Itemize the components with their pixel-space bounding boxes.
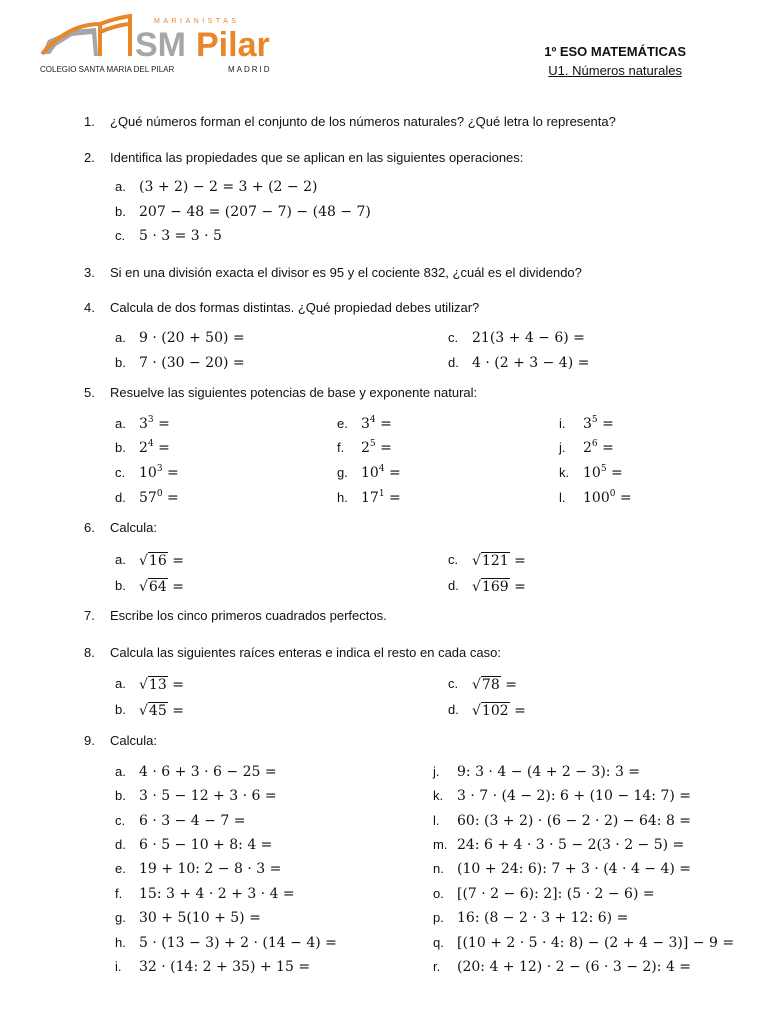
item-letter: f. <box>115 886 123 901</box>
item-letter: d. <box>448 355 459 370</box>
item-letter: a. <box>115 330 126 345</box>
root-sign: √ <box>139 677 148 693</box>
item-letter: b. <box>115 702 126 717</box>
item-expression: $3^5$ = <box>583 415 614 432</box>
item-letter: i. <box>559 416 566 431</box>
item-expression: √64 = <box>139 579 184 595</box>
item-expression: 6 · 3 − 4 − 7 = <box>139 813 246 829</box>
item-expression: 15: 3 + 4 · 2 + 3 · 4 = <box>139 886 295 902</box>
item-letter: a. <box>115 179 126 194</box>
item-expression: √102 = <box>472 703 526 719</box>
item-expression: 32 · (14: 2 + 35) + 15 = <box>139 959 311 975</box>
power-base: 100 <box>583 490 610 506</box>
item-expression: $10^3$ = <box>139 464 179 481</box>
root-radicand: 64 <box>148 579 167 595</box>
power-base: 2 <box>139 440 148 456</box>
power-exponent: 0 <box>156 489 163 499</box>
root-radicand: 169 <box>481 579 509 595</box>
power-base: 17 <box>361 490 379 506</box>
item-expression: √45 = <box>139 703 184 719</box>
root-sign: √ <box>472 677 481 693</box>
logo-top-text: MARIANISTAS <box>154 18 240 25</box>
power-exponent: 5 <box>591 415 598 425</box>
item-expression: √121 = <box>472 553 526 569</box>
exercise-statement: ¿Qué números forman el conjunto de los números naturales? ¿Qué letra lo representa? <box>110 114 616 129</box>
item-letter: b. <box>115 204 126 219</box>
item-letter: m. <box>433 837 448 852</box>
item-letter: h. <box>337 490 348 505</box>
item-expression: $57^0$ = <box>139 489 179 506</box>
power-base: 3 <box>583 416 592 432</box>
exercise-statement: Resuelve las siguientes potencias de base y exponente natural: <box>110 385 478 400</box>
exercise-number: 3. <box>84 265 95 280</box>
exercise-number: 9. <box>84 733 95 748</box>
item-expression: $3^3$ = <box>139 415 170 432</box>
power-exponent: 4 <box>378 464 385 474</box>
exercise-statement: Calcula las siguientes raíces enteras e indica el resto en cada caso: <box>110 645 501 660</box>
item-expression: 60: (3 + 2) · (6 − 2 · 2) − 64: 8 = <box>457 813 692 829</box>
power-base: 2 <box>361 440 370 456</box>
item-expression: [(7 · 2 − 6): 2]: (5 · 2 − 6) = <box>457 886 655 902</box>
exercise-number: 8. <box>84 645 95 660</box>
item-letter: d. <box>115 490 126 505</box>
item-letter: o. <box>433 886 444 901</box>
item-letter: j. <box>433 764 440 779</box>
item-expression: √16 = <box>139 553 184 569</box>
item-letter: c. <box>448 330 459 345</box>
item-expression: $17^1$ = <box>361 489 401 506</box>
unit-title: U1. Números naturales <box>548 63 682 78</box>
item-letter: g. <box>337 465 348 480</box>
logo-brand-pilar: Pilar <box>196 26 270 64</box>
item-expression: (3 + 2) − 2 = 3 + (2 − 2) <box>139 179 318 195</box>
item-expression: 207 − 48 = (207 − 7) − (48 − 7) <box>139 204 371 220</box>
item-expression: 21(3 + 4 − 6) = <box>472 330 585 346</box>
item-letter: q. <box>433 935 444 950</box>
item-letter: e. <box>337 416 348 431</box>
power-base: 3 <box>361 416 370 432</box>
root-sign: √ <box>139 553 148 569</box>
root-sign: √ <box>472 553 481 569</box>
logo-orange-arch <box>42 16 130 56</box>
power-exponent: 4 <box>369 415 376 425</box>
item-letter: d. <box>448 578 459 593</box>
item-letter: b. <box>115 440 126 455</box>
item-expression: 7 · (30 − 20) = <box>139 355 245 371</box>
item-expression: $2^6$ = <box>583 439 614 456</box>
power-base: 2 <box>583 440 592 456</box>
power-exponent: 3 <box>156 464 163 474</box>
item-expression: 5 · (13 − 3) + 2 · (14 − 4) = <box>139 935 337 951</box>
root-sign: √ <box>472 579 481 595</box>
root-sign: √ <box>472 703 481 719</box>
exercise-statement: Calcula de dos formas distintas. ¿Qué propiedad debes utilizar? <box>110 300 480 315</box>
item-letter: r. <box>433 959 441 974</box>
exercise-statement: Calcula: <box>110 520 157 535</box>
item-letter: k. <box>559 465 570 480</box>
item-letter: l. <box>559 490 566 505</box>
school-logo <box>38 10 288 76</box>
item-letter: l. <box>433 813 440 828</box>
logo-brand-sm: SM <box>135 26 186 64</box>
item-letter: b. <box>115 578 126 593</box>
item-expression: $100^0$ = <box>583 489 632 506</box>
item-letter: d. <box>115 837 126 852</box>
exercise-statement: Escribe los cinco primeros cuadrados perfectos. <box>110 608 387 623</box>
item-letter: f. <box>337 440 345 455</box>
exercise-number: 5. <box>84 385 95 400</box>
item-letter: i. <box>115 959 122 974</box>
power-base: 10 <box>361 465 379 481</box>
root-radicand: 121 <box>481 553 509 569</box>
item-letter: c. <box>448 676 459 691</box>
power-base: 10 <box>583 465 601 481</box>
item-expression: √78 = <box>472 677 517 693</box>
item-expression: 9: 3 · 4 − (4 + 2 − 3): 3 = <box>457 764 641 780</box>
item-expression: [(10 + 2 · 5 · 4: 8) − (2 + 4 − 3)] − 9 = <box>457 935 735 951</box>
exercise-statement: Identifica las propiedades que se aplican en las siguientes operaciones: <box>110 150 524 165</box>
item-letter: a. <box>115 552 126 567</box>
item-letter: p. <box>433 910 444 925</box>
item-letter: a. <box>115 764 126 779</box>
item-letter: e. <box>115 861 126 876</box>
item-letter: c. <box>448 552 459 567</box>
item-letter: j. <box>559 440 566 455</box>
item-expression: 5 · 3 = 3 · 5 <box>139 228 222 244</box>
root-radicand: 16 <box>148 553 167 569</box>
item-letter: c. <box>115 228 126 243</box>
course-title: 1º ESO MATEMÁTICAS <box>544 44 686 59</box>
root-radicand: 13 <box>148 677 167 693</box>
document-header <box>544 42 686 80</box>
item-expression: 3 · 7 · (4 − 2): 6 + (10 − 14: 7) = <box>457 788 692 804</box>
root-sign: √ <box>139 703 148 719</box>
item-expression: (20: 4 + 12) · 2 − (6 · 3 − 2): 4 = <box>457 959 692 975</box>
item-letter: c. <box>115 813 126 828</box>
item-expression: $10^5$ = <box>583 464 623 481</box>
exercise-number: 6. <box>84 520 95 535</box>
item-letter: b. <box>115 788 126 803</box>
item-letter: n. <box>433 861 444 876</box>
power-exponent: 5 <box>600 464 607 474</box>
item-expression: 9 · (20 + 50) = <box>139 330 245 346</box>
item-letter: b. <box>115 355 126 370</box>
logo-school-name: COLEGIO SANTA MARIA DEL PILAR <box>40 65 175 74</box>
exercise-number: 4. <box>84 300 95 315</box>
exercise-number: 2. <box>84 150 95 165</box>
root-radicand: 78 <box>481 677 500 693</box>
item-expression: 16: (8 − 2 · 3 + 12: 6) = <box>457 910 629 926</box>
item-expression: (10 + 24: 6): 7 + 3 · (4 · 4 − 4) = <box>457 861 692 877</box>
item-expression: 4 · (2 + 3 − 4) = <box>472 355 590 371</box>
exercise-statement: Calcula: <box>110 733 157 748</box>
power-exponent: 0 <box>609 489 616 499</box>
root-sign: √ <box>139 579 148 595</box>
logo-city: MADRID <box>228 65 272 74</box>
item-letter: d. <box>448 702 459 717</box>
item-expression: 24: 6 + 4 · 3 · 5 − 2(3 · 2 − 5) = <box>457 837 685 853</box>
power-base: 10 <box>139 465 157 481</box>
root-radicand: 102 <box>481 703 509 719</box>
item-expression: √13 = <box>139 677 184 693</box>
item-expression: 3 · 5 − 12 + 3 · 6 = <box>139 788 277 804</box>
exercise-number: 7. <box>84 608 95 623</box>
exercise-number: 1. <box>84 114 95 129</box>
item-letter: h. <box>115 935 126 950</box>
item-expression: 6 · 5 − 10 + 8: 4 = <box>139 837 273 853</box>
item-expression: 30 + 5(10 + 5) = <box>139 910 261 926</box>
power-exponent: 5 <box>369 439 376 449</box>
item-letter: c. <box>115 465 126 480</box>
item-expression: $3^4$ = <box>361 415 392 432</box>
item-expression: $10^4$ = <box>361 464 401 481</box>
item-expression: √169 = <box>472 579 526 595</box>
item-expression: 19 + 10: 2 − 8 · 3 = <box>139 861 282 877</box>
item-expression: 4 · 6 + 3 · 6 − 25 = <box>139 764 277 780</box>
power-exponent: 1 <box>378 489 385 499</box>
power-exponent: 4 <box>147 439 154 449</box>
power-exponent: 6 <box>591 439 598 449</box>
item-letter: k. <box>433 788 444 803</box>
item-letter: g. <box>115 910 126 925</box>
exercise-statement: Si en una división exacta el divisor es 95 y el cociente 832, ¿cuál es el dividendo? <box>110 265 582 280</box>
root-radicand: 45 <box>148 703 167 719</box>
item-expression: $2^5$ = <box>361 439 392 456</box>
power-exponent: 3 <box>147 415 154 425</box>
item-letter: a. <box>115 676 126 691</box>
item-letter: a. <box>115 416 126 431</box>
power-base: 3 <box>139 416 148 432</box>
power-base: 57 <box>139 490 157 506</box>
item-expression: $2^4$ = <box>139 439 170 456</box>
